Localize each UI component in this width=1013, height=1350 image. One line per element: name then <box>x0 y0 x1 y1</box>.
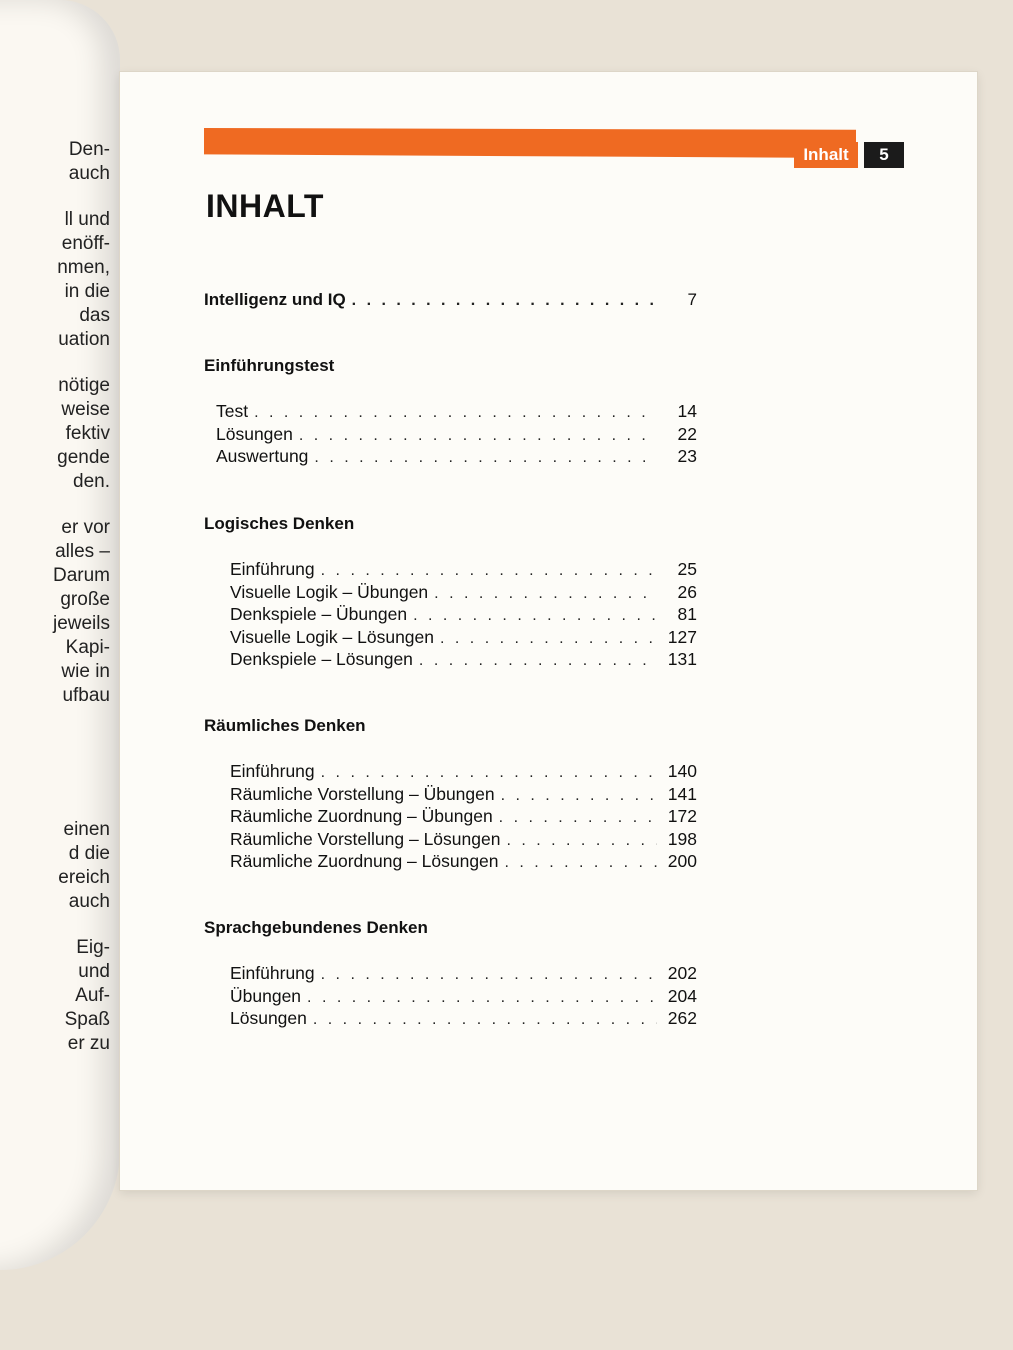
toc-section-title: Einführungstest <box>204 356 335 375</box>
toc-entry-page: 198 <box>667 828 697 849</box>
facing-page-line: Darum <box>52 565 110 586</box>
facing-page-line: Eig- <box>76 937 110 958</box>
toc-entry-label: Denkspiele – Übungen <box>230 604 408 624</box>
facing-page-line: Kapi- <box>65 637 110 658</box>
facing-page-line: weise <box>61 399 110 420</box>
toc-intro-page: 7 <box>687 290 697 309</box>
leader-dots <box>321 560 657 583</box>
toc-entry <box>204 400 697 423</box>
facing-page-line: große <box>60 589 110 610</box>
facing-page-line: nötige <box>58 375 110 396</box>
toc-entry <box>204 648 697 671</box>
facing-page-line: ufbau <box>62 685 110 706</box>
facing-page-line: Auf- <box>75 985 110 1006</box>
facing-page-line <box>0 796 116 818</box>
leader-dots <box>501 785 657 808</box>
toc-entry-label: Einführung <box>230 963 315 983</box>
toc-entry <box>204 423 697 446</box>
facing-page-line: das <box>79 305 110 326</box>
facing-page-line: in die <box>64 281 110 302</box>
toc-entry-page: 131 <box>667 649 697 669</box>
facing-page-line <box>0 186 116 208</box>
toc-entry-label: Auswertung <box>216 446 309 466</box>
toc-entry-label: Einführung <box>230 559 315 579</box>
facing-page-line: enöff- <box>61 233 110 254</box>
toc-section <box>204 512 914 671</box>
toc-entry <box>204 962 697 985</box>
toc-entry <box>204 783 697 806</box>
toc-entry <box>204 985 697 1008</box>
toc-entry-page: 127 <box>667 626 697 647</box>
toc-entry-page: 26 <box>677 581 697 602</box>
leader-dots <box>313 1009 657 1032</box>
toc-entry-label: Visuelle Logik – Übungen <box>230 581 429 602</box>
toc-entry-label: Räumliche Zuordnung – Übungen <box>230 806 493 826</box>
leader-dots <box>440 628 657 651</box>
facing-page-line: den. <box>73 471 110 492</box>
toc-entry-page: 200 <box>667 851 697 871</box>
facing-page-line: ll und <box>64 209 110 230</box>
toc-entry-label: Räumliche Vorstellung – Übungen <box>230 783 495 804</box>
toc-intro <box>204 288 914 312</box>
toc-entry <box>204 581 697 604</box>
running-head-label: Inhalt <box>794 142 858 168</box>
toc-entry <box>204 603 697 626</box>
leader-dots <box>321 964 657 987</box>
toc-entry-label: Lösungen <box>216 423 293 444</box>
toc-entry <box>204 626 697 649</box>
toc-entry-page: 262 <box>667 1008 697 1028</box>
facing-page-line: gende <box>57 447 110 468</box>
leader-dots <box>499 807 657 830</box>
toc-entry-label: Denkspiele – Lösungen <box>230 649 413 669</box>
facing-page-line <box>0 774 116 796</box>
leader-dots <box>254 402 657 425</box>
toc-entry <box>204 558 697 581</box>
toc-entry-page: 140 <box>667 761 697 781</box>
toc-entry-label: Einführung <box>230 761 315 781</box>
facing-page-line: Den- <box>68 139 110 160</box>
page-title: INHALT <box>206 188 324 224</box>
leader-dots <box>434 583 657 606</box>
toc-entry <box>204 850 697 873</box>
toc-entry-label: Räumliche Vorstellung – Lösungen <box>230 828 501 849</box>
facing-page-line: alles – <box>55 541 110 562</box>
toc-entry-page: 81 <box>677 604 697 624</box>
toc-section <box>204 354 914 468</box>
toc-entry-list <box>204 400 914 468</box>
leader-dots <box>314 447 657 470</box>
toc-entry-label: Lösungen <box>230 1008 307 1028</box>
toc-section-title: Räumliches Denken <box>204 716 366 735</box>
facing-page-line: fektiv <box>65 423 110 444</box>
toc-entry <box>204 828 697 851</box>
facing-page-line: nmen, <box>57 257 110 278</box>
toc-entry-page: 23 <box>677 446 697 466</box>
toc-section <box>204 714 914 873</box>
facing-page-line <box>0 914 116 936</box>
facing-page-line: jeweils <box>52 613 110 634</box>
header-bar <box>204 128 856 158</box>
leader-dots <box>506 830 657 853</box>
facing-page-line: er zu <box>67 1033 110 1054</box>
toc-entry-page: 25 <box>677 559 697 579</box>
facing-page-text <box>0 138 116 1056</box>
facing-page-line: auch <box>68 163 110 184</box>
toc-entry-page: 202 <box>667 963 697 983</box>
toc-entry-label: Test <box>216 401 249 421</box>
toc-entry-page: 172 <box>667 806 697 826</box>
toc-entry-label: Übungen <box>230 985 302 1006</box>
facing-page <box>0 0 120 1270</box>
toc-entry <box>204 445 697 468</box>
toc-section-title: Sprachgebundenes Denken <box>204 918 428 937</box>
toc-entry-list <box>204 558 914 671</box>
leader-dots <box>299 425 657 448</box>
toc-intro-title: Intelligenz und IQ <box>204 290 346 309</box>
leader-dots <box>307 987 657 1010</box>
leader-dots <box>321 762 657 785</box>
toc-entry-list <box>204 760 914 873</box>
facing-page-line: uation <box>58 329 110 350</box>
facing-page-line: er vor <box>61 517 110 538</box>
facing-page-line: einen <box>63 819 110 840</box>
contents-page <box>120 72 977 1190</box>
facing-page-line: ereich <box>58 867 110 888</box>
leader-dots <box>413 605 657 628</box>
toc-entry-page: 204 <box>667 985 697 1006</box>
leader-dots <box>419 650 657 673</box>
toc-intro-entry <box>204 288 697 312</box>
toc-entry-label: Visuelle Logik – Lösungen <box>230 626 435 647</box>
toc-entry-list <box>204 962 914 1030</box>
leader-dots <box>352 289 661 313</box>
facing-page-line <box>0 752 116 774</box>
facing-page-line <box>0 352 116 374</box>
facing-page-line: auch <box>68 891 110 912</box>
toc-section <box>204 916 914 1030</box>
toc-entry-page: 141 <box>667 783 697 804</box>
facing-page-line <box>0 494 116 516</box>
facing-page-line <box>0 708 116 730</box>
facing-page-line: wie in <box>61 661 110 682</box>
toc-entry <box>204 760 697 783</box>
toc-entry-page: 14 <box>677 401 697 421</box>
toc-entry <box>204 805 697 828</box>
leader-dots <box>505 852 657 875</box>
facing-page-line: Spaß <box>64 1009 110 1030</box>
page-number: 5 <box>864 142 904 168</box>
toc-section-title: Logisches Denken <box>204 514 355 533</box>
facing-page-line: und <box>78 961 110 982</box>
toc-entry <box>204 1007 697 1030</box>
facing-page-line <box>0 730 116 752</box>
toc-entry-page: 22 <box>677 423 697 444</box>
facing-page-line: d die <box>68 843 110 864</box>
toc-entry-label: Räumliche Zuordnung – Lösungen <box>230 851 499 871</box>
